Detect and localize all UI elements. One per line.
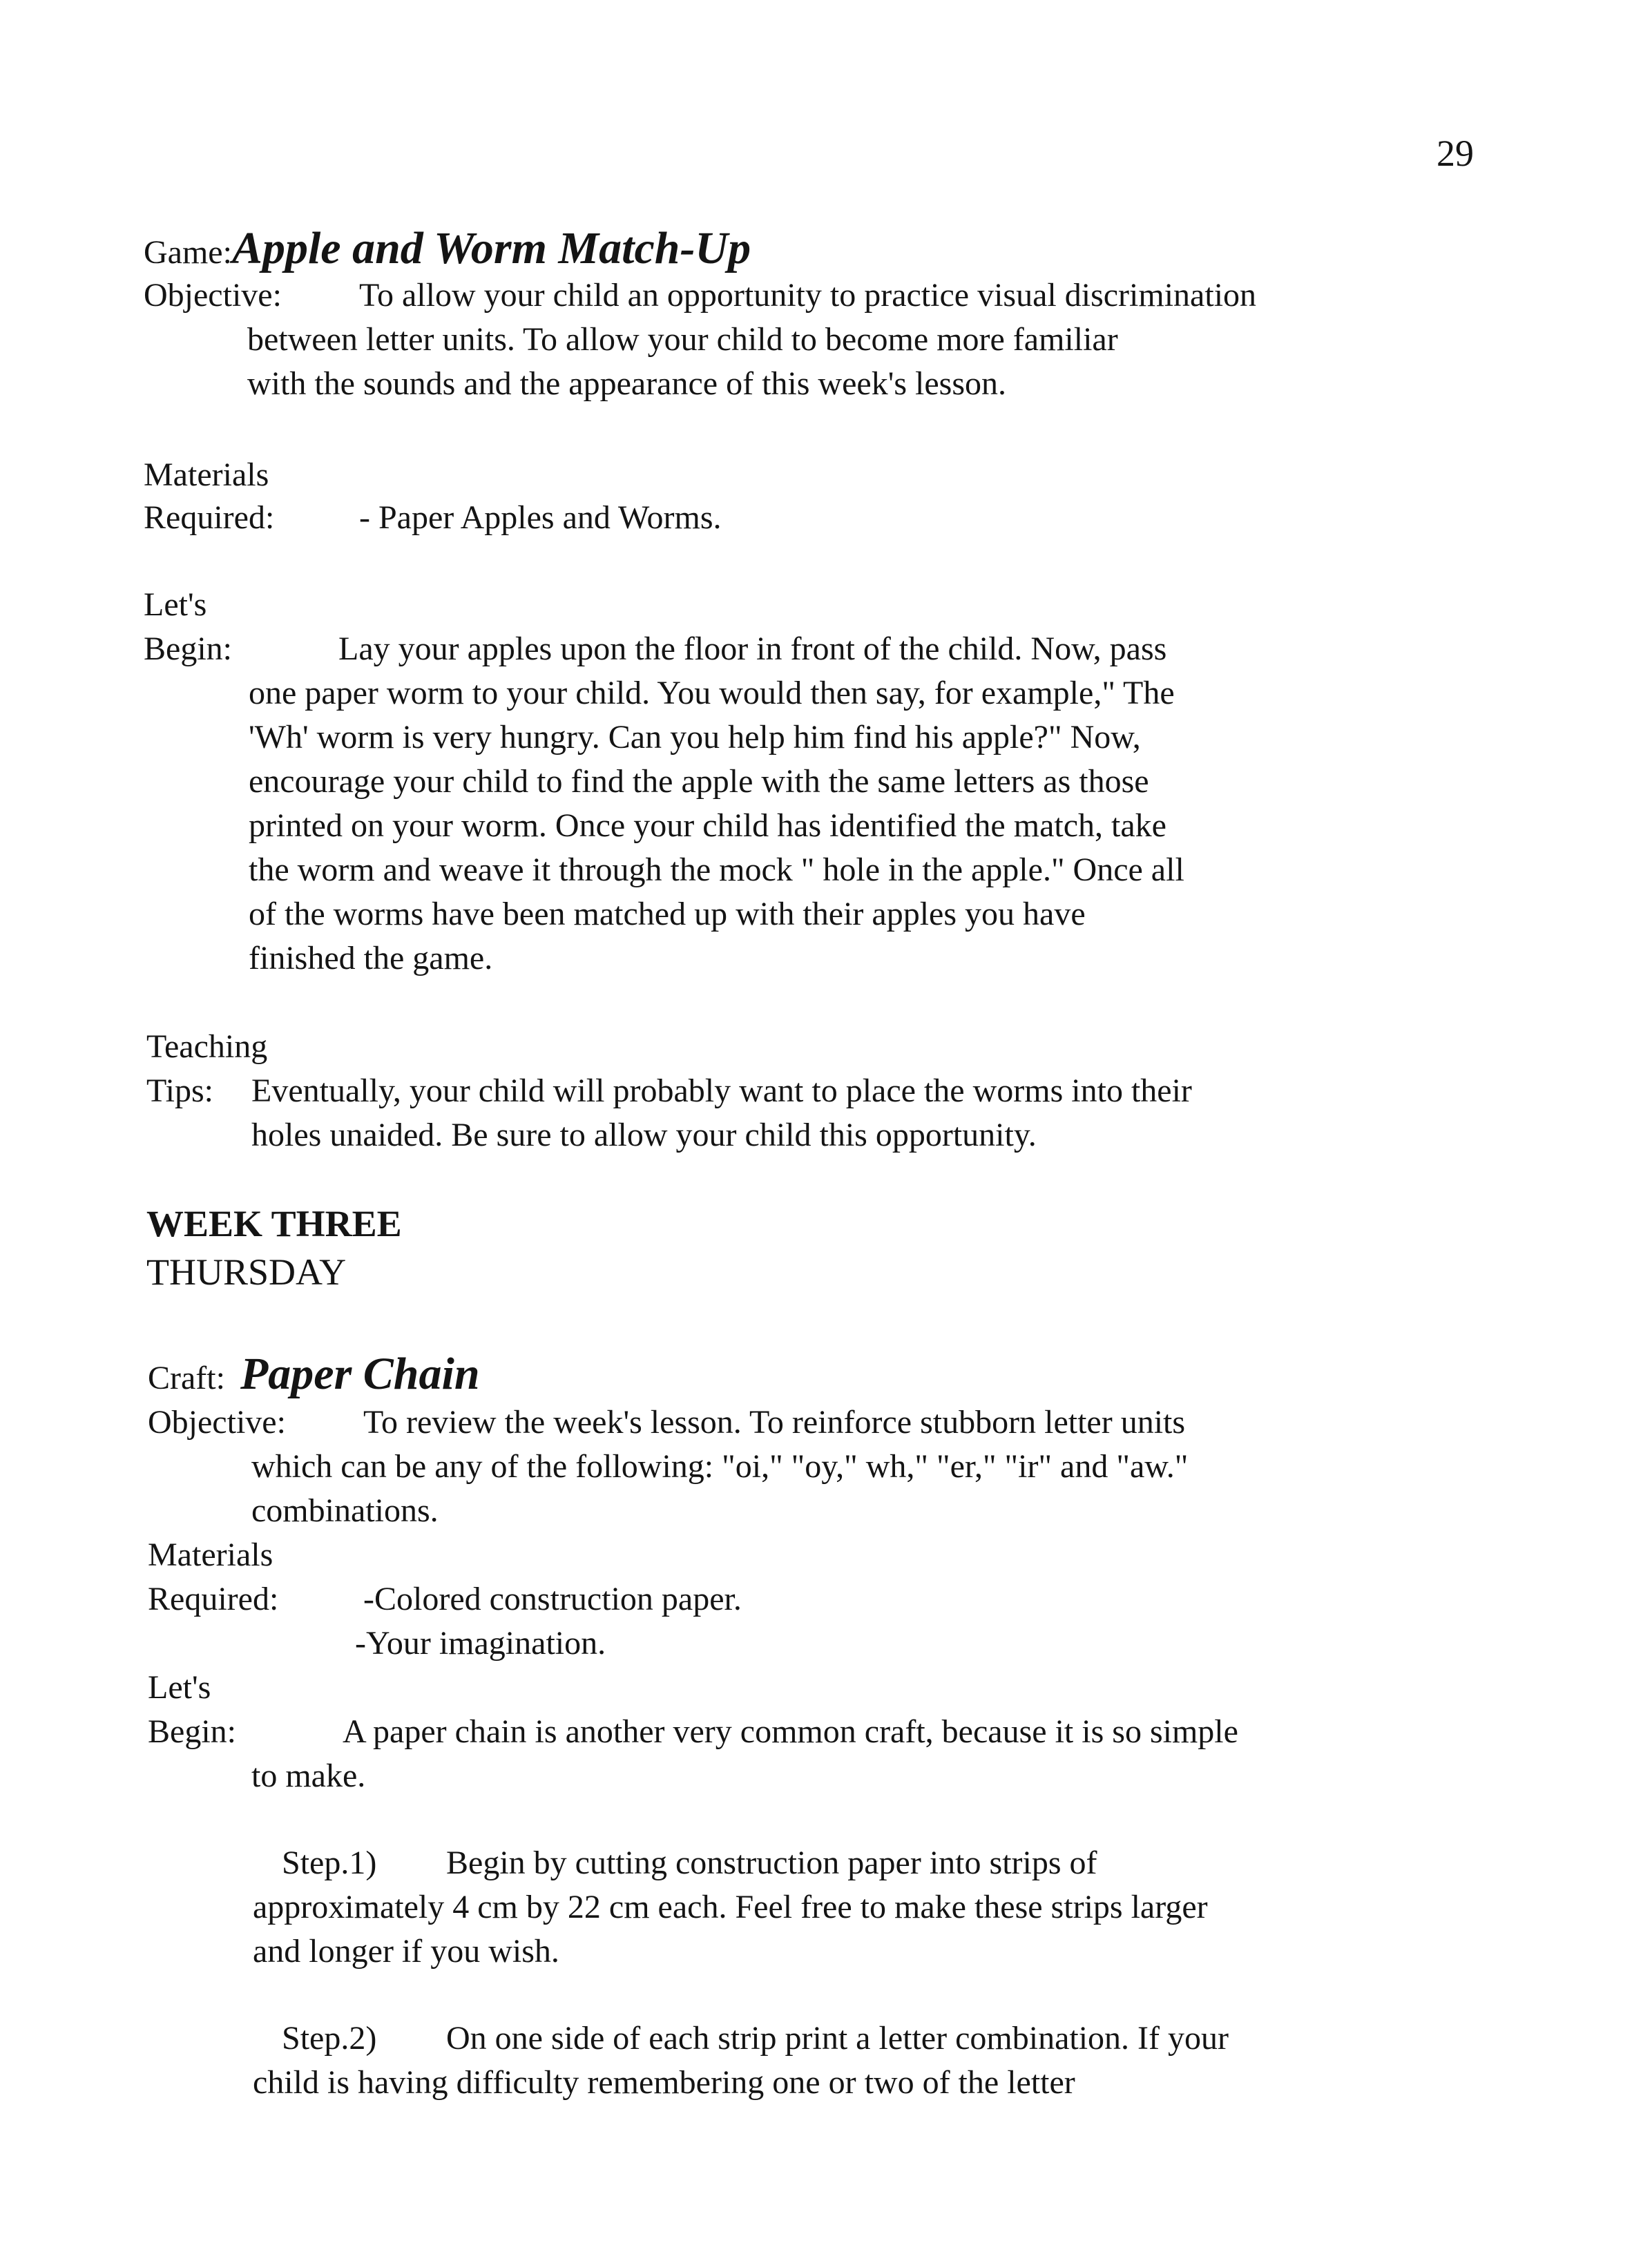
game-begin-line-8: finished the game.	[249, 940, 493, 976]
craft-title: Paper Chain	[240, 1349, 480, 1399]
craft-step-2-line-1: On one side of each strip print a letter combination. If your	[446, 2020, 1229, 2057]
game-objective-line-3: with the sounds and the appearance of this week's lesson.	[247, 365, 1007, 402]
craft-step-2-line-2: child is having difficulty remembering one or two of the letter	[253, 2064, 1075, 2101]
craft-materials-item-1: -Colored construction paper.	[363, 1581, 742, 1617]
game-objective-label: Objective:	[144, 277, 282, 314]
game-begin-label-1: Let's	[144, 586, 207, 623]
craft-begin-line-1: A paper chain is another very common craft, because it is so simple	[343, 1713, 1238, 1750]
craft-begin-label-2: Begin:	[148, 1713, 236, 1750]
craft-step-2-label: Step.2)	[282, 2020, 377, 2057]
craft-objective-line-2: which can be any of the following: "oi," "oy," wh," "er," "ir" and "aw."	[251, 1448, 1189, 1485]
game-tips-label-1: Teaching	[146, 1028, 268, 1065]
craft-objective-line-1: To review the week's lesson. To reinforce stubborn letter units	[363, 1404, 1186, 1441]
craft-materials-label-1: Materials	[148, 1537, 273, 1573]
craft-materials-label-2: Required:	[148, 1581, 279, 1617]
craft-step-1-line-3: and longer if you wish.	[253, 1933, 559, 1970]
game-tips-line-1: Eventually, your child will probably want to place the worms into their	[251, 1072, 1192, 1109]
craft-begin-label-1: Let's	[148, 1669, 211, 1706]
game-materials-label-2: Required:	[144, 499, 275, 536]
craft-step-1-line-1: Begin by cutting construction paper into strips of	[446, 1845, 1097, 1881]
craft-label: Craft:	[148, 1360, 225, 1396]
craft-heading	[148, 1347, 480, 1406]
game-begin-line-3: 'Wh' worm is very hungry. Can you help him find his apple?" Now,	[249, 719, 1141, 755]
day-heading: THURSDAY	[146, 1251, 347, 1293]
game-begin-line-2: one paper worm to your child. You would then say, for example," The	[249, 675, 1175, 711]
game-materials-label-1: Materials	[144, 456, 269, 493]
craft-step-1-line-2: approximately 4 cm by 22 cm each. Feel free to make these strips larger	[253, 1889, 1208, 1925]
craft-step-1-label: Step.1)	[282, 1845, 377, 1881]
game-begin-line-6: the worm and weave it through the mock " hole in the apple." Once all	[249, 851, 1184, 888]
game-title: Apple and Worm Match-Up	[231, 223, 751, 273]
game-begin-line-4: encourage your child to find the apple with the same letters as those	[249, 763, 1149, 800]
game-tips-line-2: holes unaided. Be sure to allow your child this opportunity.	[251, 1117, 1037, 1153]
game-objective-line-2: between letter units. To allow your child to become more familiar	[247, 321, 1118, 358]
page-number: 29	[1437, 133, 1474, 174]
craft-materials-item-2: -Your imagination.	[355, 1625, 606, 1662]
game-begin-line-7: of the worms have been matched up with their apples you have	[249, 896, 1086, 932]
game-materials-item-1: - Paper Apples and Worms.	[359, 499, 722, 536]
game-objective-line-1: To allow your child an opportunity to practice visual discrimination	[359, 277, 1257, 314]
craft-objective-line-3: combinations.	[251, 1492, 439, 1529]
game-begin-line-5: printed on your worm. Once your child has identified the match, take	[249, 807, 1166, 844]
craft-begin-line-2: to make.	[251, 1758, 366, 1794]
game-tips-label-2: Tips:	[146, 1072, 213, 1109]
craft-objective-label: Objective:	[148, 1404, 286, 1441]
game-begin-line-1: Lay your apples upon the floor in front of the child. Now, pass	[338, 630, 1167, 667]
game-label: Game:	[144, 234, 232, 271]
game-heading	[144, 221, 751, 280]
week-heading: WEEK THREE	[146, 1203, 402, 1244]
game-begin-label-2: Begin:	[144, 630, 232, 667]
